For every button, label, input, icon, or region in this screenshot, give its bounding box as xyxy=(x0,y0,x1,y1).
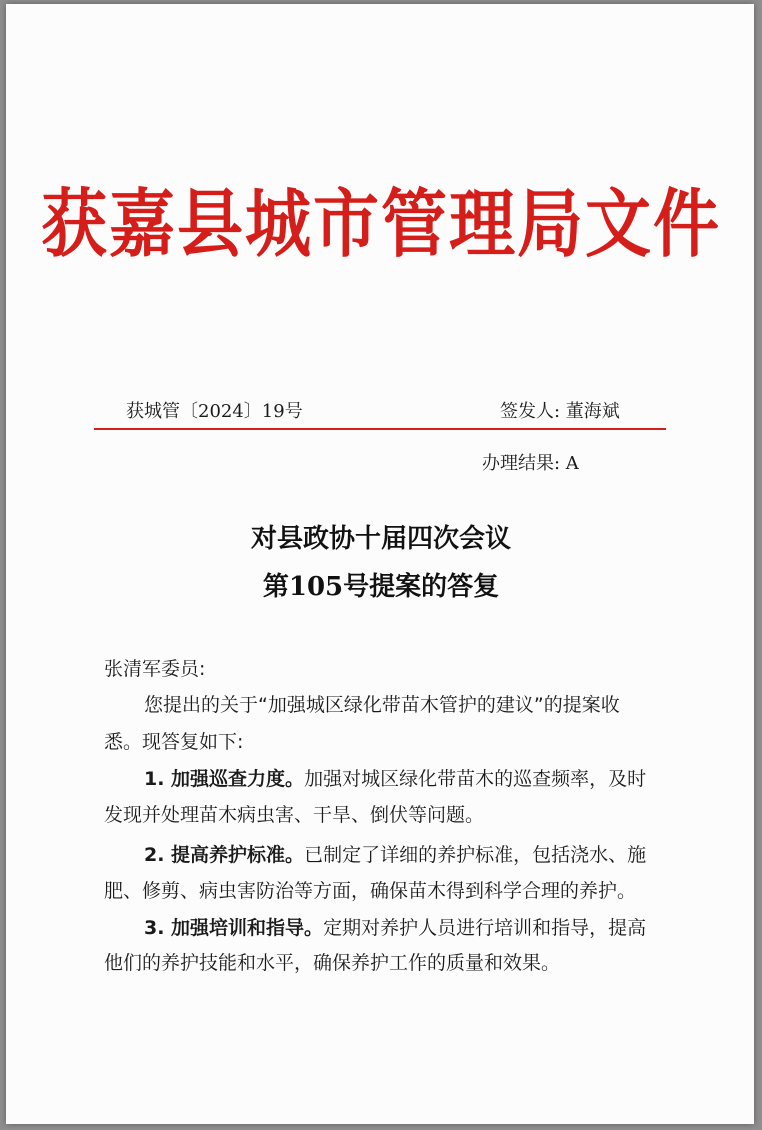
item-1-lead: 1. 加强巡查力度。 xyxy=(144,768,305,790)
document-number: 获城管〔2024〕19号 xyxy=(126,401,303,422)
item-3-lead: 3. 加强培训和指导。 xyxy=(144,917,324,939)
salutation: 张清军委员: xyxy=(104,658,206,680)
item-1-text: 加强对城区绿化带苗木的巡查频率，及时 xyxy=(304,768,647,790)
item-2-line-1 xyxy=(144,840,646,867)
item-3-line-1 xyxy=(144,913,646,940)
handling-result: 办理结果: A xyxy=(482,453,579,474)
item-2-text: 已制定了详细的养护标准，包括浇水、施 xyxy=(304,844,647,866)
item-1-line-1 xyxy=(144,764,646,791)
signer: 签发人: 董海斌 xyxy=(500,401,620,422)
item-2-lead: 2. 提高养护标准。 xyxy=(144,844,305,866)
item-3-line-2: 他们的养护技能和水平，确保养护工作的质量和效果。 xyxy=(104,952,561,974)
document-header-title: 获嘉县城市管理局文件 xyxy=(41,179,721,268)
intro-line-1: 您提出的关于“加强城区绿化带苗木管护的建议”的提案收 xyxy=(144,694,620,716)
item-3-text: 定期对养护人员进行培训和指导，提高 xyxy=(323,917,647,939)
item-1-line-2: 发现并处理苗木病虫害、干旱、倒伏等问题。 xyxy=(104,804,485,826)
intro-line-2: 悉。现答复如下: xyxy=(104,731,244,753)
reply-heading-line2: 第105号提案的答复 xyxy=(262,572,500,602)
reply-heading-line1: 对县政协十届四次会议 xyxy=(250,524,511,554)
item-2-line-2: 肥、修剪、病虫害防治等方面，确保苗木得到科学合理的养护。 xyxy=(104,880,637,902)
header-divider xyxy=(94,428,666,430)
